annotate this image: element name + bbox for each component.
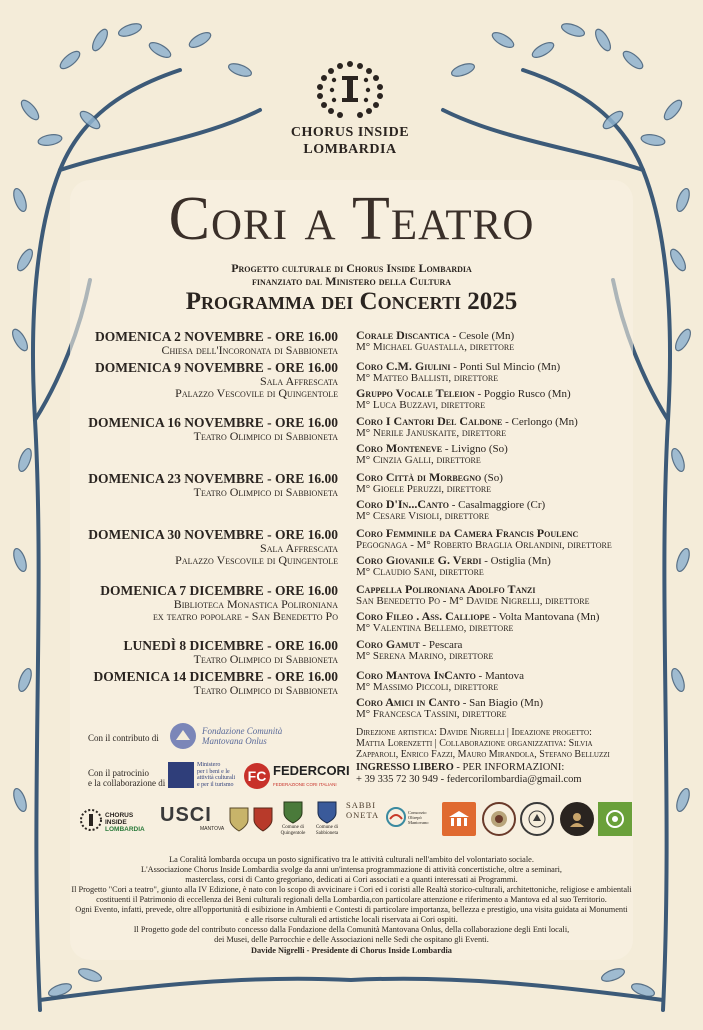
choir-entry — [356, 528, 641, 551]
orange-logo — [442, 802, 476, 836]
museum-icon — [447, 809, 471, 829]
choir-entry — [356, 611, 641, 634]
round-seal-logo-2 — [520, 802, 554, 836]
choir-place: - Casalmaggiore (Cr) — [448, 499, 546, 511]
free-entry: INGRESSO LIBERO — [356, 762, 454, 773]
logo-name-line2: LOMBARDIA — [303, 142, 397, 157]
federcori-subtitle: FEDERAZIONE CORI ITALIANI — [273, 782, 337, 787]
quingentole-crest-icon — [283, 800, 303, 824]
choir-entry — [356, 388, 641, 411]
choir-entry — [356, 670, 641, 693]
choir-place: - San Biagio (Mn) — [459, 697, 544, 709]
choir-name: Gruppo Vocale Teleion — [356, 386, 475, 400]
usci-name: USCI — [160, 804, 212, 826]
logo-name-line1: CHORUS INSIDE — [290, 125, 410, 140]
dots-emblem-icon — [310, 58, 390, 118]
sponsor-logos — [80, 798, 620, 843]
sabbioneta-logo — [312, 800, 342, 842]
concert-choirs — [356, 330, 641, 357]
ministry-line2: per i beni e le — [197, 768, 230, 775]
choir-entry — [356, 416, 641, 439]
quingentole-logo — [278, 800, 308, 842]
usci-logo — [160, 804, 225, 836]
choir-name: Coro I Cantori Del Caldone — [356, 414, 503, 428]
sabbioneta-word-logo — [346, 798, 382, 842]
town-crest-icon — [253, 806, 273, 832]
choir-entry — [356, 639, 641, 662]
portrait-icon — [567, 809, 587, 829]
choir-name: Coro Città di Morbegno — [356, 470, 482, 484]
choir-director: M° Valentina Bellemo, direttore — [356, 622, 514, 634]
choir-place: - Cerlongo (Mn) — [502, 416, 578, 428]
choir-place: - Cesole (Mn) — [449, 330, 515, 342]
concert-venue: Chiesa dell'Incoronata di Sabbioneta — [161, 343, 338, 357]
concert-choirs — [356, 584, 641, 638]
description-line-4: Il Progetto "Cori a teatro", giunto alla IV Edizione, è nato con lo scopo di avvicinare i Cori ed i coristi alle Realtà storico-culturali, architettoniche, religiose e ambientali — [71, 885, 632, 894]
project-subtitle — [0, 262, 703, 288]
concert-choirs — [356, 361, 641, 415]
choir-entry — [356, 443, 641, 466]
choir-director: M° Serena Marino, direttore — [356, 650, 494, 662]
concert-venue: Teatro Olimpico di Sabbioneta — [193, 683, 338, 697]
choir-name: Coro Femminile da Camera Francis Poulenc — [356, 526, 579, 540]
concert-venue: Palazzo Vescovile di Quingentole — [175, 553, 338, 567]
ministry-text — [197, 762, 235, 788]
patronage-line2: e la collaborazione di — [88, 778, 166, 788]
fondazione-emblem-icon — [168, 722, 198, 750]
choir-name: Coro Gamut — [356, 637, 420, 651]
chorus-inside-small-logo — [80, 804, 152, 836]
choir-entry — [356, 361, 641, 384]
green-logo — [598, 802, 632, 836]
chorus-small-line1: CHORUS INSIDE — [105, 812, 134, 826]
choir-place: - Livigno (So) — [442, 443, 508, 455]
choir-director: San Benedetto Po - M° Davide Nigrelli, direttore — [356, 595, 590, 607]
choir-name: Coro C.M. Giulini — [356, 359, 451, 373]
choir-entry — [356, 330, 641, 353]
concert-date-venue — [80, 670, 338, 696]
direction-line1: Direzione artistica: Davide Nigrelli | Ideazione progetto: — [356, 727, 592, 738]
ministry-line4: e per il turismo — [197, 781, 234, 788]
concert-venue: ex teatro popolare - San Benedetto Po — [153, 609, 338, 623]
choir-name: Coro Mantova InCanto — [356, 668, 476, 682]
concert-date: DOMENICA 2 NOVEMBRE - ORE 16.00 — [94, 329, 338, 344]
description-line-1: La Coralità lombarda occupa un posto significativo tra le attività culturali nell'ambito del volontariato sociale. — [169, 855, 534, 864]
federcori-emblem-icon: FC — [244, 763, 270, 789]
seal-icon — [527, 809, 547, 829]
sabbioneta-text — [310, 825, 344, 836]
description-line-5: costituenti il Patrimonio di eccellenza dei Beni culturali regionali della Lombardia,con particolare attenzione e riferimento a Mantova ed al suo Territorio. — [96, 895, 607, 904]
choir-place: - Volta Mantovana (Mn) — [489, 611, 600, 623]
concert-date-venue — [80, 639, 338, 665]
ministry-logo — [168, 762, 238, 790]
concert-venue: Teatro Olimpico di Sabbioneta — [193, 429, 338, 443]
choir-entry — [356, 697, 641, 720]
sabbioneta-line1: Comune di — [315, 825, 339, 830]
choir-director: M° Massimo Piccoli, direttore — [356, 681, 499, 693]
choir-director: M° Matteo Ballisti, direttore — [356, 372, 499, 384]
choir-place: - Ostiglia (Mn) — [481, 555, 551, 567]
federcori-logo — [244, 762, 350, 790]
chorus-inside-logo — [290, 58, 410, 157]
description-line-9: dei Musei, delle Parrocchie e delle Associazioni nelle Sedi che ospitano gli Eventi. — [214, 935, 489, 944]
sabbioneta-crest-icon — [317, 800, 337, 824]
choir-entry — [356, 472, 641, 495]
patronage-line1: Con il patrocinio — [88, 768, 149, 778]
ministry-line1: Ministero — [197, 762, 221, 768]
choir-director: M° Cinzia Galli, direttore — [356, 454, 481, 466]
choir-place: - Ponti Sul Mincio (Mn) — [450, 361, 561, 373]
concert-venue: Teatro Olimpico di Sabbioneta — [193, 652, 338, 666]
choir-director: M° Nerile Januskaite, direttore — [356, 427, 507, 439]
green-emblem-icon — [603, 807, 627, 831]
choir-director: M° Gioele Peruzzi, direttore — [356, 483, 492, 495]
signature: Davide Nigrelli - Presidente di Chorus Inside Lombardia — [251, 946, 452, 955]
info-block — [356, 762, 626, 786]
sabbioneta-line2: Sabbioneta — [315, 830, 339, 836]
chorus-dots-icon — [80, 809, 102, 831]
quingentole-text — [276, 825, 310, 836]
concert-date: DOMENICA 14 DICEMBRE - ORE 16.00 — [93, 669, 338, 684]
concert-date-venue — [80, 472, 338, 498]
choir-place: - Mantova — [475, 670, 525, 682]
choir-place: (So) — [481, 472, 503, 484]
choir-name: Coro Amici in Canto — [356, 695, 460, 709]
ministry-line3: attività culturali — [197, 775, 236, 781]
credits-direction — [356, 727, 626, 760]
description-line-2: L'Associazione Chorus Inside Lombardia svolge da anni un'intensa programmazione di attività concertistiche, oltre a seminari, — [141, 865, 562, 874]
round-seal-logo-1 — [482, 802, 516, 836]
choir-name: Coro D'In...Canto — [356, 497, 449, 511]
concert-date-venue — [80, 361, 338, 399]
concert-date: DOMENICA 30 NOVEMBRE - ORE 16.00 — [88, 527, 338, 542]
choir-name: Coro Fileo . Ass. Calliope — [356, 609, 490, 623]
choir-place: - Poggio Rusco (Mn) — [474, 388, 571, 400]
choir-director: M° Cesare Visioli, direttore — [356, 510, 489, 522]
seal-icon — [489, 809, 509, 829]
concert-venue: Sala Affrescata — [260, 541, 338, 555]
concert-venue: Teatro Olimpico di Sabbioneta — [193, 485, 338, 499]
fondazione-name-line1: Fondazione Comunità — [202, 726, 283, 736]
fondazione-logo — [168, 722, 298, 750]
concert-choirs — [356, 670, 641, 724]
choir-name: Corale Discantica — [356, 328, 450, 342]
choir-name: Coro Monteneve — [356, 441, 443, 455]
info-label: - PER INFORMAZIONI: — [453, 762, 565, 773]
oltrepo-logo — [386, 804, 438, 836]
contact-info: + 39 335 72 30 949 - federcorilombardia@gmail.com — [356, 774, 582, 785]
concert-date: DOMENICA 9 NOVEMBRE - ORE 16.00 — [94, 360, 338, 375]
concert-date-venue — [80, 330, 338, 356]
choir-entry — [356, 555, 641, 578]
concert-date-venue — [80, 528, 338, 566]
choir-director: M° Luca Buzzavi, direttore — [356, 399, 486, 411]
concert-date: DOMENICA 23 NOVEMBRE - ORE 16.00 — [88, 471, 338, 486]
direction-line2: Mattia Lorenzetti | Collaborazione organizzativa: Silvia — [356, 738, 593, 749]
fondazione-name-line2: Mantovana Onlus — [202, 736, 267, 746]
concert-venue: Sala Affrescata — [260, 374, 338, 388]
concert-venue: Biblioteca Monastica Polironiana — [173, 597, 338, 611]
direction-line3: Zapparoli, Enrico Fazzi, Mauro Mirandola, Stefano Belluzzi — [356, 749, 610, 760]
choir-director: M° Francesca Tassini, direttore — [356, 708, 507, 720]
concert-date: DOMENICA 16 NOVEMBRE - ORE 16.00 — [88, 415, 338, 430]
choir-director: M° Claudio Sani, direttore — [356, 566, 484, 578]
choir-entry — [356, 584, 641, 607]
quingentole-line1: Comune di — [281, 825, 305, 830]
usci-subtitle: MANTOVA — [200, 826, 225, 832]
choir-place: - Pescara — [419, 639, 463, 651]
concert-choirs — [356, 639, 641, 666]
description-line-3: masterclass, corsi di Canto gregoriano, dedicati ai Cori associati e a quanti interessati ai Programmi. — [185, 875, 518, 884]
concert-choirs — [356, 472, 641, 526]
concert-choirs — [356, 416, 641, 470]
chorus-small-line2: LOMBARDIA — [105, 826, 145, 833]
chorus-small-text — [105, 812, 152, 833]
crest-logo-1 — [228, 802, 250, 836]
concert-venue: Palazzo Vescovile di Quingentole — [175, 386, 338, 400]
round-seal-logo-3 — [560, 802, 594, 836]
description-line-7: e alle risorse culturali ed artistiche locali riservata ai Cori ospiti. — [245, 915, 458, 924]
oltrepo-text: Consorzio Oltrepò Mantovano — [408, 810, 429, 825]
contribution-label: Con il contributo di — [88, 733, 159, 743]
choir-entry — [356, 499, 641, 522]
quingentole-line2: Quingentole — [280, 830, 306, 836]
crest-logo-2 — [252, 802, 274, 836]
concert-date-venue — [80, 416, 338, 442]
subtitle-line2: finanziato dal Ministero della Cultura — [252, 274, 451, 288]
program-title: Programma dei Concerti 2025 — [185, 288, 518, 315]
choir-name: Cappella Polironiana Adolfo Tanzi — [356, 582, 536, 596]
concert-date: DOMENICA 7 DICEMBRE - ORE 16.00 — [100, 583, 338, 598]
patronage-label — [88, 768, 165, 788]
federcori-name: FEDERCORI — [273, 763, 350, 778]
concert-choirs — [356, 528, 641, 582]
choir-director: M° Michael Guastalla, direttore — [356, 341, 515, 353]
subtitle-line1: Progetto culturale di Chorus Inside Lombardia — [231, 261, 472, 275]
ministry-emblem-icon — [168, 762, 194, 788]
description-line-6: Ogni Evento, infatti, prevede, oltre all'opportunità di esibizione in Ambienti e Contesti di particolare importanza, bellezza e prestigio, una visita guidata ai Monumenti — [75, 905, 628, 914]
page-title: Cori a Teatro — [168, 185, 535, 253]
concert-date-venue — [80, 584, 338, 622]
sabbioneta-word: SABBIONETA — [346, 800, 380, 820]
town-crest-icon — [229, 806, 249, 832]
choir-name: Coro Giovanile G. Verdi — [356, 553, 482, 567]
oltrepo-emblem-icon — [386, 807, 406, 827]
choir-director: Pegognaga - M° Roberto Braglia Orlandini, direttore — [356, 539, 612, 551]
concert-date: LUNEDÌ 8 DICEMBRE - ORE 16.00 — [123, 638, 338, 653]
description-line-8: Il Progetto gode del contributo concesso dalla Fondazione della Comunità Mantovana Onlus, della collaborazione degli Enti locali, — [133, 925, 570, 934]
description-paragraph — [70, 855, 633, 945]
